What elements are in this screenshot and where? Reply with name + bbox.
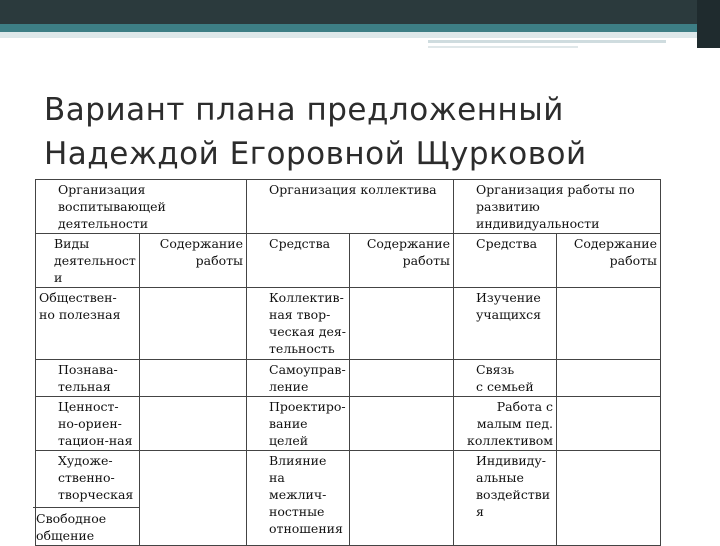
activity-type-cell: Познава- тельная bbox=[36, 360, 140, 397]
activity-type-subcell: Свободное общение bbox=[33, 507, 139, 544]
empty-cell bbox=[350, 360, 454, 397]
header-band-dark bbox=[0, 0, 720, 24]
activity-type-cell: Художе- ственно- творческая Свободное общение bbox=[36, 451, 140, 546]
plan-table bbox=[35, 179, 661, 546]
header-accent-line-short bbox=[428, 46, 578, 48]
slide-title-line-1: Вариант плана предложенный bbox=[44, 92, 564, 128]
header-accent-line bbox=[428, 40, 666, 43]
table-row bbox=[36, 451, 661, 546]
subheader-means-2: Средства bbox=[454, 234, 557, 288]
slide-title bbox=[44, 88, 684, 176]
table-row bbox=[36, 288, 661, 360]
header-band-light bbox=[0, 32, 720, 38]
collective-means-cell: Коллектив- ная твор- ческая дея- тельность bbox=[247, 288, 350, 360]
empty-cell bbox=[557, 397, 661, 451]
header-corner-block bbox=[697, 0, 720, 48]
collective-means-cell: Влияние на межлич- ностные отношения bbox=[247, 451, 350, 546]
empty-cell bbox=[350, 451, 454, 546]
individual-means-cell: Индивиду- альные воздействия bbox=[454, 451, 557, 546]
empty-cell bbox=[140, 451, 247, 546]
individual-means-cell: Работа с малым пед. коллективом bbox=[454, 397, 557, 451]
empty-cell bbox=[140, 288, 247, 360]
empty-cell bbox=[557, 288, 661, 360]
header-collective-organization: Организация коллектива bbox=[247, 180, 454, 234]
subheader-activity-types: Виды деятельности bbox=[36, 234, 140, 288]
empty-cell bbox=[140, 360, 247, 397]
subheader-means-1: Средства bbox=[247, 234, 350, 288]
table-subheader-row bbox=[36, 234, 661, 288]
header-individuality-development: Организация работы по развитию индивидуальности bbox=[454, 180, 661, 234]
table-row bbox=[36, 397, 661, 451]
collective-means-cell: Самоупрaв- ление bbox=[247, 360, 350, 397]
activity-type-cell: Обществен- но полезная bbox=[36, 288, 140, 360]
empty-cell bbox=[350, 397, 454, 451]
collective-means-cell: Проектиро- вание целей bbox=[247, 397, 350, 451]
table-row bbox=[36, 360, 661, 397]
empty-cell bbox=[140, 397, 247, 451]
individual-means-cell: Изучение учащихся bbox=[454, 288, 557, 360]
subheader-work-content-1: Содержание работы bbox=[140, 234, 247, 288]
subheader-work-content-2: Содержание работы bbox=[350, 234, 454, 288]
subheader-work-content-3: Содержание работы bbox=[557, 234, 661, 288]
empty-cell bbox=[557, 360, 661, 397]
header-upbringing-activity: Организация воспитывающей деятельности bbox=[36, 180, 247, 234]
table-header-row bbox=[36, 180, 661, 234]
slide-title-line-2: Надеждой Егоровной Щурковой bbox=[44, 136, 587, 172]
empty-cell bbox=[350, 288, 454, 360]
empty-cell bbox=[557, 451, 661, 546]
activity-type-cell: Ценност- но-ориен- тацион-ная bbox=[36, 397, 140, 451]
individual-means-cell: Связь с семьей bbox=[454, 360, 557, 397]
header-band-teal bbox=[0, 24, 720, 32]
